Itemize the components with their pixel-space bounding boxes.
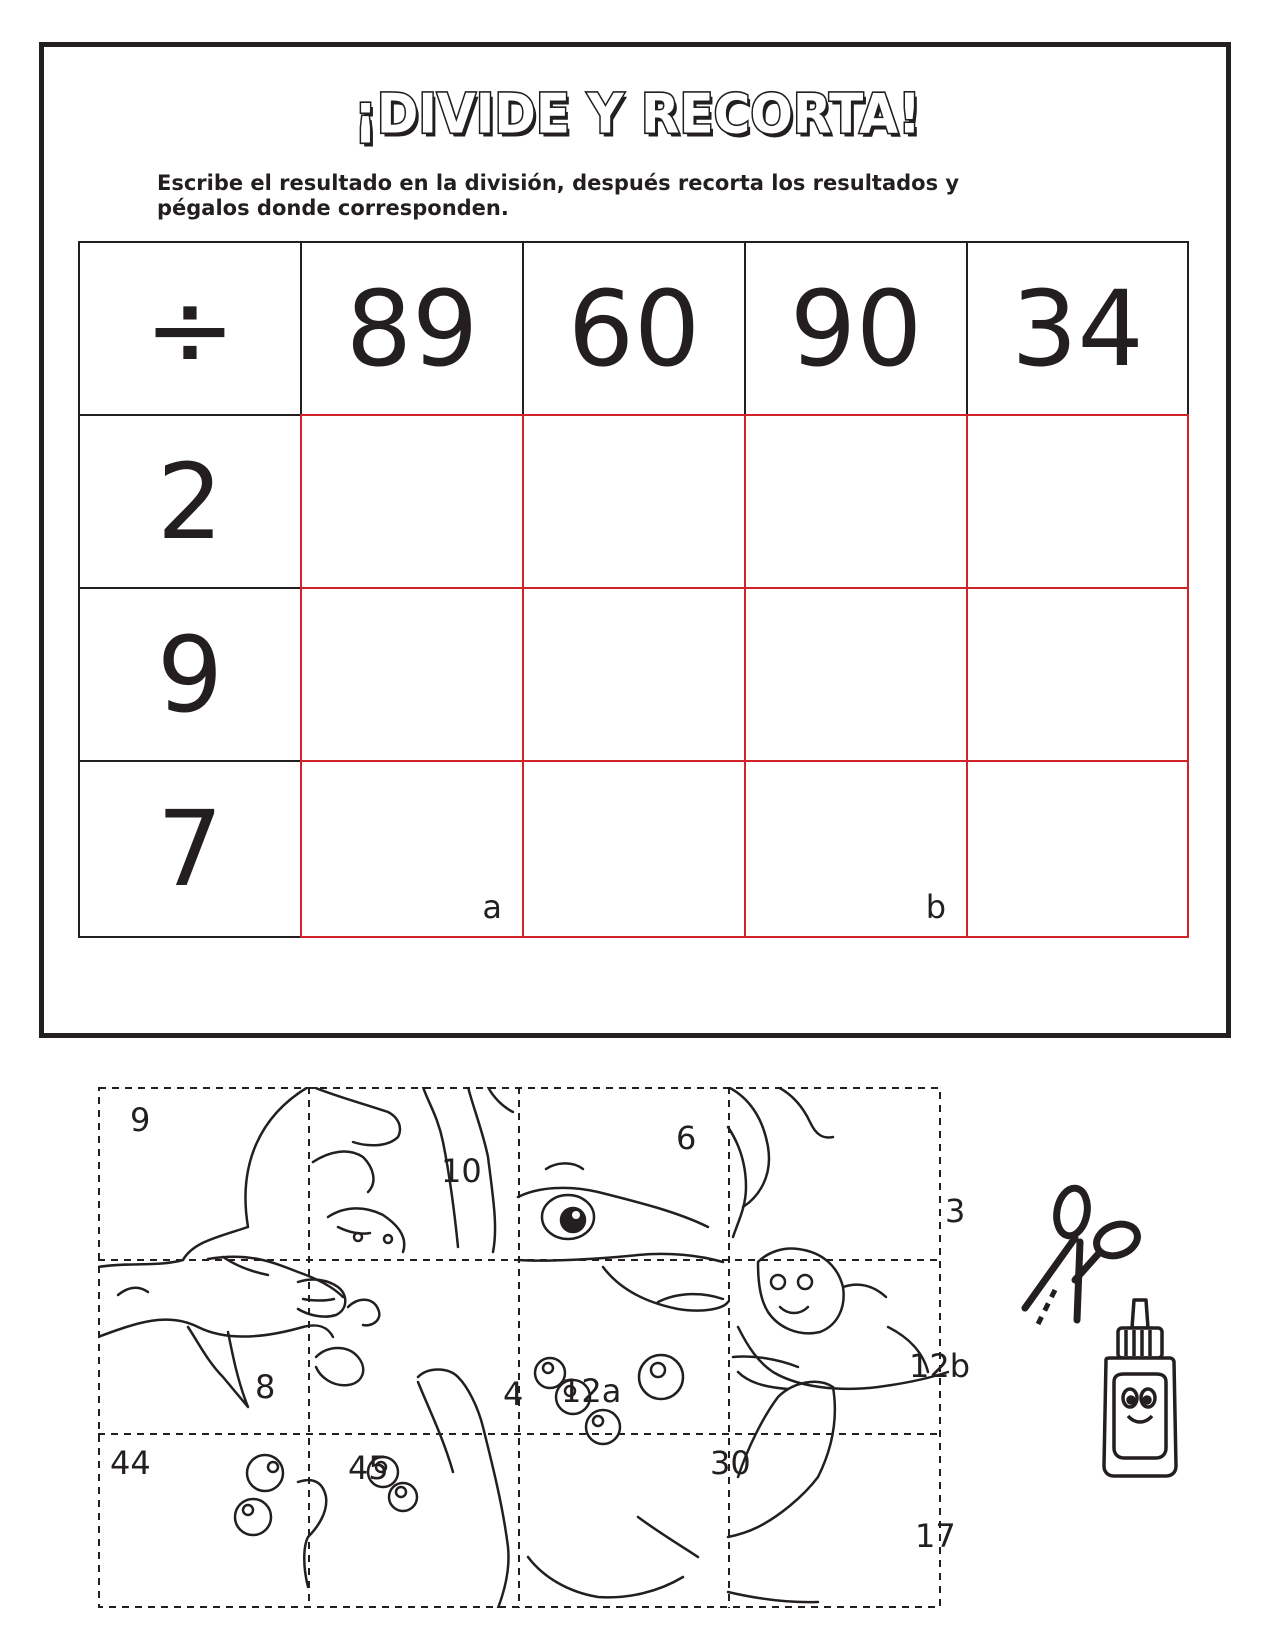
piece-label: 6 (676, 1119, 697, 1157)
piece-label: 30 (710, 1444, 751, 1482)
piece-label: 9 (130, 1101, 151, 1139)
dividend-cell (522, 241, 746, 416)
dividend-value: 90 (789, 267, 923, 390)
divisor-value: 2 (156, 440, 224, 563)
piece-label: 12a (561, 1372, 622, 1410)
glue-bottle-icon (1090, 1298, 1190, 1478)
dividend-value: 34 (1011, 267, 1144, 390)
answer-cell[interactable] (522, 414, 746, 589)
answer-cell[interactable] (300, 414, 524, 589)
division-table (78, 241, 1189, 938)
answer-cell[interactable] (522, 587, 746, 762)
piece-label: 4 (503, 1375, 524, 1413)
dividend-value: 89 (345, 267, 479, 390)
divisor-value: 7 (156, 788, 224, 910)
cell-marker-b: b (925, 888, 946, 926)
piece-label: 17 (915, 1517, 956, 1555)
answer-cell[interactable] (966, 760, 1189, 938)
mermaid-dolphin-drawing (98, 1087, 948, 1608)
piece-label: 8 (255, 1368, 276, 1406)
piece-label: 10 (441, 1152, 482, 1190)
cutout-puzzle (98, 1087, 986, 1608)
dividend-cell (744, 241, 968, 416)
divisor-cell (78, 760, 302, 938)
piece-label: 12b (909, 1347, 971, 1385)
divisor-cell (78, 587, 302, 762)
answer-cell[interactable] (744, 760, 968, 938)
dividend-cell (966, 241, 1189, 416)
dividend-value: 60 (567, 267, 701, 390)
worksheet-title: ¡DIVIDE Y RECORTA! (354, 82, 921, 146)
piece-label: 3 (945, 1192, 966, 1230)
puzzle-illustration (98, 1087, 986, 1608)
piece-label: 45 (348, 1449, 389, 1487)
dividend-cell (300, 241, 524, 416)
answer-cell[interactable] (300, 760, 524, 938)
answer-cell[interactable] (744, 414, 968, 589)
answer-cell[interactable] (966, 587, 1189, 762)
cell-marker-a: a (482, 888, 502, 926)
divisor-cell (78, 414, 302, 589)
answer-cell[interactable] (300, 587, 524, 762)
answer-cell[interactable] (522, 760, 746, 938)
operator-cell (78, 241, 302, 416)
piece-label: 44 (110, 1444, 151, 1482)
divisor-value: 9 (156, 613, 224, 736)
cut-lines (98, 1087, 940, 1608)
answer-cell[interactable] (744, 587, 968, 762)
answer-cell[interactable] (966, 414, 1189, 589)
division-sign: ÷ (143, 264, 237, 393)
instructions-text: Escribe el resultado en la división, después recorta los resultados y pégalos donde corresponden. (157, 171, 960, 220)
